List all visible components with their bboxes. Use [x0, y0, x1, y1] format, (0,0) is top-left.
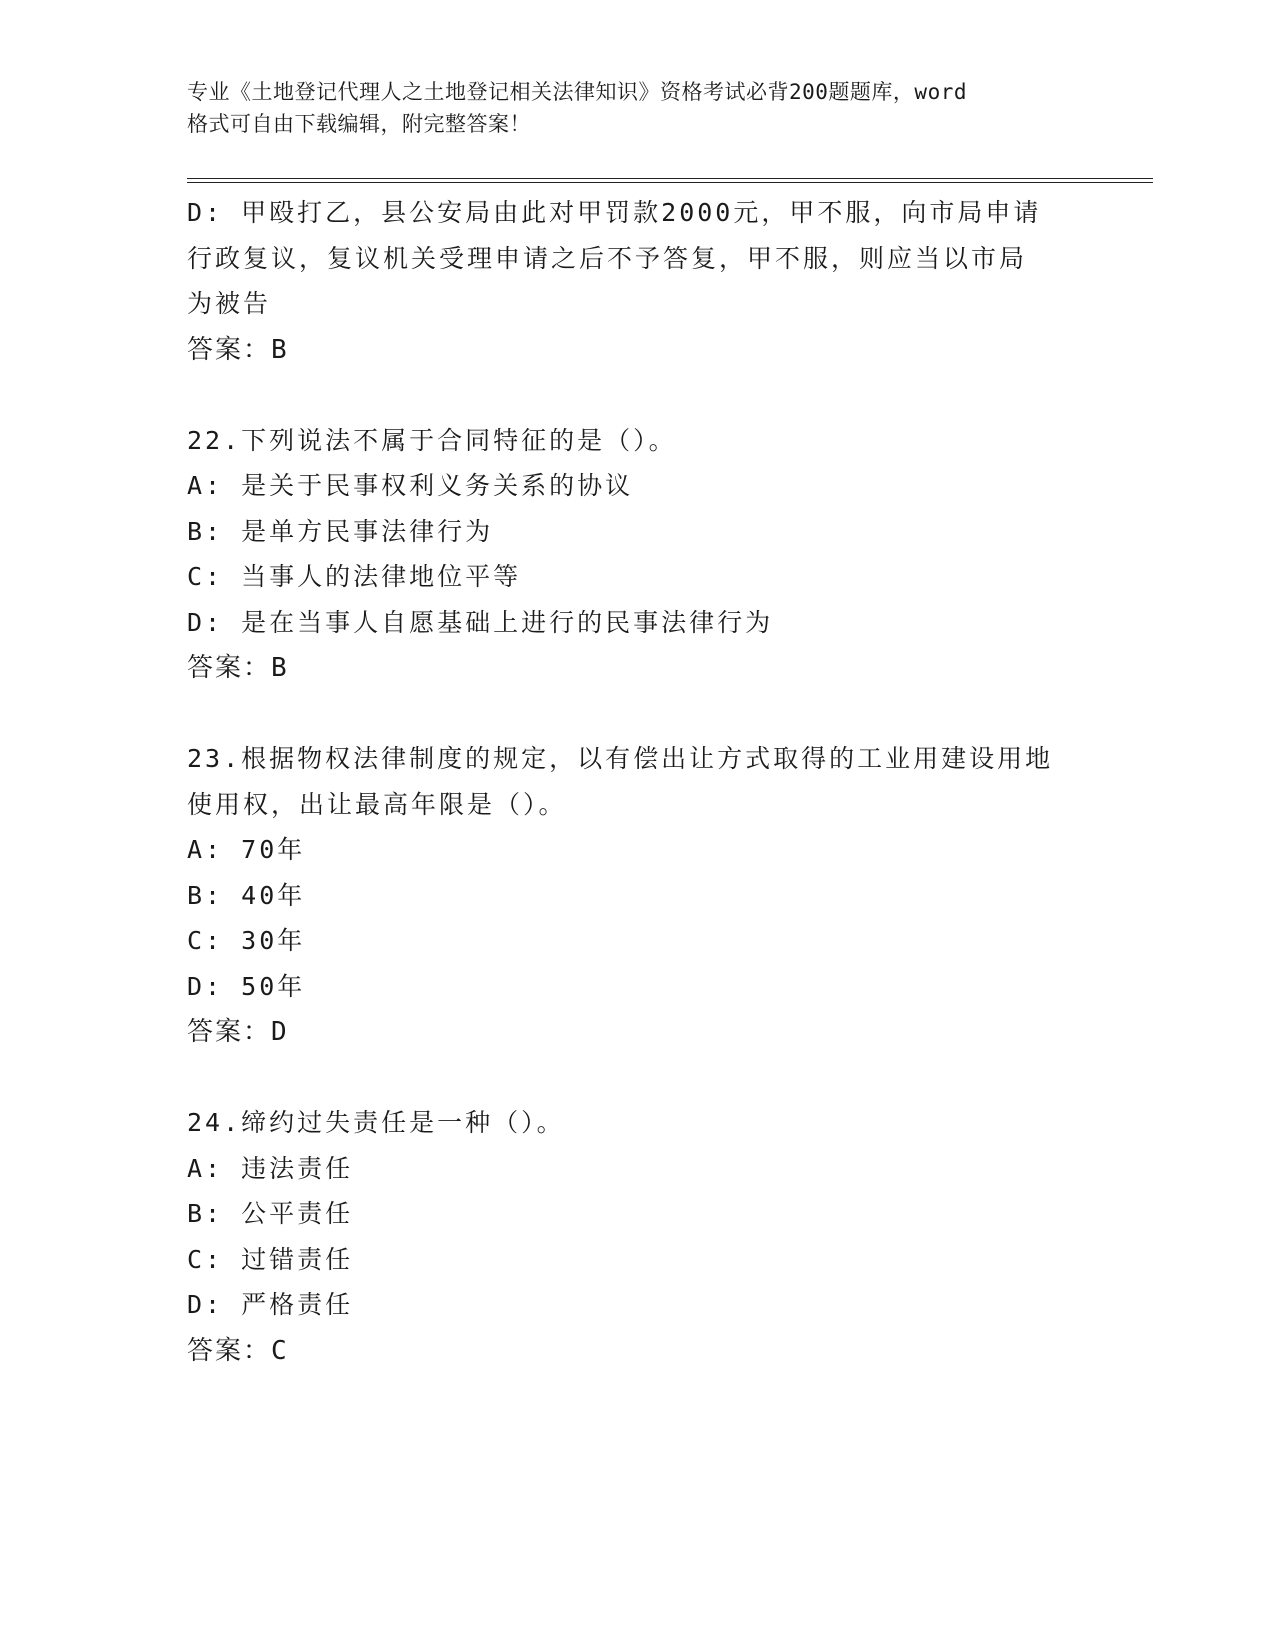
option-b: B: 公平责任	[187, 1199, 354, 1228]
option-c: C: 过错责任	[187, 1244, 354, 1274]
option-b: B: 是单方民事法律行为	[187, 516, 494, 546]
answer-22: 答案：B	[187, 653, 289, 683]
option-d-line-1: D: 甲殴打乙，县公安局由此对甲罚款2000元，甲不服，向市局申请	[187, 198, 1042, 227]
answer-21: 答案：B	[187, 334, 289, 365]
question-stem: 22.下列说法不属于合同特征的是（）。	[187, 425, 677, 455]
answer-24: 答案：C	[187, 1335, 289, 1366]
option-d: D: 严格责任	[187, 1290, 354, 1319]
header-line-2: 格式可自由下载编辑，附完整答案！	[187, 112, 531, 136]
question-24	[187, 1100, 1087, 1374]
option-d-line-3: 为被告	[187, 289, 272, 318]
header-line-1: 专业《土地登记代理人之土地登记相关法律知识》资格考试必背200题题库，word	[187, 80, 967, 104]
question-stem: 24.缔约过失责任是一种（）。	[187, 1108, 565, 1137]
document-header	[187, 76, 1087, 140]
option-a: A: 违法责任	[187, 1153, 354, 1183]
option-d: D: 50年	[187, 971, 306, 1001]
option-b: B: 40年	[187, 880, 306, 910]
option-c: C: 30年	[187, 926, 306, 955]
question-22	[187, 418, 1087, 692]
option-d-line-2: 行政复议，复议机关受理申请之后不予答复，甲不服，则应当以市局	[187, 243, 1028, 273]
option-c: C: 当事人的法律地位平等	[187, 562, 522, 591]
option-a: A: 70年	[187, 835, 306, 864]
option-a: A: 是关于民事权利义务关系的协议	[187, 471, 634, 500]
header-divider	[187, 178, 1153, 183]
option-d: D: 是在当事人自愿基础上进行的民事法律行为	[187, 607, 774, 637]
question-list	[187, 190, 1087, 1374]
question-stem-line-1: 23.根据物权法律制度的规定，以有偿出让方式取得的工业用建设用地	[187, 744, 1054, 773]
question-21-continued	[187, 190, 1087, 373]
question-stem-line-2: 使用权，出让最高年限是（）。	[187, 789, 567, 819]
question-23	[187, 736, 1087, 1055]
answer-23: 答案：D	[187, 1017, 289, 1047]
